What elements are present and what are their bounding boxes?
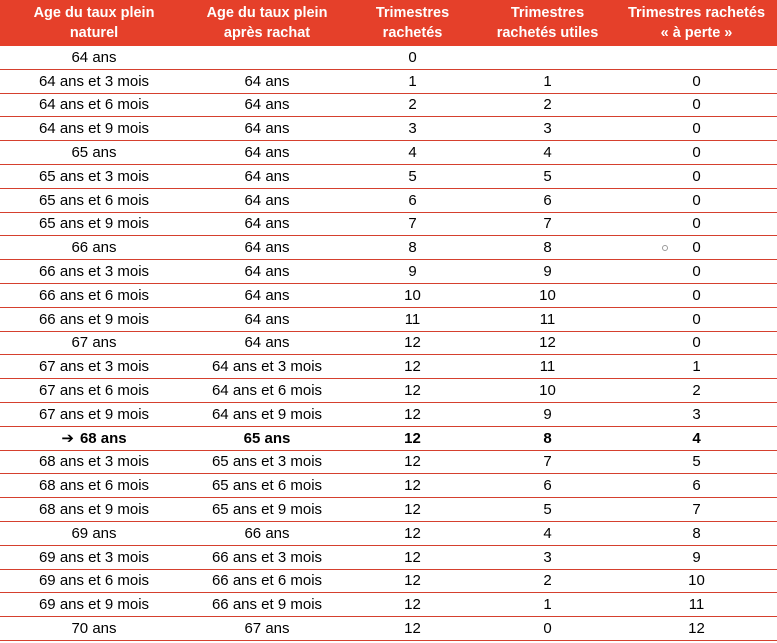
cell-age-natural: 67 ans bbox=[0, 331, 188, 355]
cell-quarters-bought: 2 bbox=[346, 93, 479, 117]
cell-lost-quarters: 0 bbox=[616, 93, 777, 117]
cell-age-after-buyback: 64 ans bbox=[188, 93, 346, 117]
cell-age-natural: 66 ans et 3 mois bbox=[0, 260, 188, 284]
cell-lost-quarters: 11 bbox=[616, 593, 777, 617]
arrow-right-icon: ➔ bbox=[61, 430, 74, 448]
cell-lost-quarters: 0 bbox=[616, 69, 777, 93]
cell-quarters-bought: 8 bbox=[346, 236, 479, 260]
cell-age-natural: 66 ans et 6 mois bbox=[0, 283, 188, 307]
cell-lost-quarters: 12 bbox=[616, 617, 777, 641]
cell-age-natural: 70 ans bbox=[0, 617, 188, 641]
cell-lost-quarters: 0 bbox=[616, 331, 777, 355]
cell-useful-quarters bbox=[479, 46, 616, 69]
cell-age-after-buyback: 66 ans bbox=[188, 521, 346, 545]
table-row bbox=[0, 402, 777, 426]
table-row bbox=[0, 498, 777, 522]
cell-age-natural: 65 ans et 3 mois bbox=[0, 164, 188, 188]
cell-age-after-buyback: 64 ans bbox=[188, 260, 346, 284]
cell-age-after-buyback: 64 ans et 9 mois bbox=[188, 402, 346, 426]
cell-age-after-buyback: 64 ans et 6 mois bbox=[188, 379, 346, 403]
cell-age-after-buyback: 64 ans bbox=[188, 283, 346, 307]
cell-quarters-bought: 12 bbox=[346, 617, 479, 641]
table-row bbox=[0, 260, 777, 284]
cell-age-natural: 65 ans et 9 mois bbox=[0, 212, 188, 236]
cell-lost-quarters: 0 bbox=[616, 164, 777, 188]
cell-quarters-bought: 1 bbox=[346, 69, 479, 93]
table-row bbox=[0, 593, 777, 617]
table-row bbox=[0, 69, 777, 93]
cell-lost-quarters: 3 bbox=[616, 402, 777, 426]
cell-useful-quarters: 0 bbox=[479, 617, 616, 641]
table-row bbox=[0, 355, 777, 379]
table-row bbox=[0, 521, 777, 545]
table-row bbox=[0, 188, 777, 212]
cell-useful-quarters: 2 bbox=[479, 93, 616, 117]
header-age-natural bbox=[0, 0, 188, 46]
cell-age-after-buyback: 65 ans et 9 mois bbox=[188, 498, 346, 522]
cell-quarters-bought: 10 bbox=[346, 283, 479, 307]
cell-quarters-bought: 12 bbox=[346, 450, 479, 474]
table-row bbox=[0, 46, 777, 69]
cell-age-after-buyback: 64 ans bbox=[188, 236, 346, 260]
cell-quarters-bought: 11 bbox=[346, 307, 479, 331]
cell-lost-quarters: 1 bbox=[616, 355, 777, 379]
cell-age-after-buyback: 64 ans bbox=[188, 307, 346, 331]
header-line: après rachat bbox=[223, 25, 311, 41]
table-row bbox=[0, 379, 777, 403]
cell-age-after-buyback: 64 ans bbox=[188, 188, 346, 212]
cell-text: 0 bbox=[692, 239, 701, 257]
cell-useful-quarters: 7 bbox=[479, 212, 616, 236]
cell-quarters-bought: 12 bbox=[346, 545, 479, 569]
cell-age-after-buyback: 64 ans bbox=[188, 69, 346, 93]
header-line: Age du taux plein bbox=[33, 5, 155, 21]
cell-quarters-bought: 12 bbox=[346, 521, 479, 545]
table-row bbox=[0, 212, 777, 236]
table-row bbox=[0, 545, 777, 569]
cell-quarters-bought: 12 bbox=[346, 498, 479, 522]
cell-lost-quarters: 4 bbox=[616, 426, 777, 450]
cell-lost-quarters bbox=[616, 236, 777, 260]
cell-age-after-buyback: 66 ans et 6 mois bbox=[188, 569, 346, 593]
table-row bbox=[0, 307, 777, 331]
cell-useful-quarters: 10 bbox=[479, 379, 616, 403]
cell-quarters-bought: 9 bbox=[346, 260, 479, 284]
cell-useful-quarters: 7 bbox=[479, 450, 616, 474]
cell-lost-quarters: 9 bbox=[616, 545, 777, 569]
cell-text: 68 ans bbox=[79, 430, 127, 448]
header-line: Age du taux plein bbox=[206, 5, 328, 21]
cell-age-after-buyback: 64 ans bbox=[188, 164, 346, 188]
header-age-after-buyback bbox=[188, 0, 346, 46]
cell-lost-quarters: 6 bbox=[616, 474, 777, 498]
cell-quarters-bought: 3 bbox=[346, 117, 479, 141]
cell-age-after-buyback: 66 ans et 3 mois bbox=[188, 545, 346, 569]
cell-useful-quarters: 3 bbox=[479, 117, 616, 141]
cell-quarters-bought: 12 bbox=[346, 426, 479, 450]
cell-age-natural: 64 ans et 3 mois bbox=[0, 69, 188, 93]
cell-quarters-bought: 4 bbox=[346, 141, 479, 165]
cell-age-natural: 67 ans et 9 mois bbox=[0, 402, 188, 426]
cell-age-natural: 69 ans et 3 mois bbox=[0, 545, 188, 569]
cell-age-natural: 66 ans et 9 mois bbox=[0, 307, 188, 331]
cell-quarters-bought: 12 bbox=[346, 355, 479, 379]
cell-age-natural: 67 ans et 6 mois bbox=[0, 379, 188, 403]
cell-quarters-bought: 0 bbox=[346, 46, 479, 69]
cell-quarters-bought: 6 bbox=[346, 188, 479, 212]
header-line: rachetés bbox=[382, 25, 443, 41]
cell-age-natural: 67 ans et 3 mois bbox=[0, 355, 188, 379]
cell-lost-quarters: 0 bbox=[616, 212, 777, 236]
cell-age-natural: 64 ans bbox=[0, 46, 188, 69]
cell-age-after-buyback: 66 ans et 9 mois bbox=[188, 593, 346, 617]
table-body bbox=[0, 46, 777, 640]
cell-useful-quarters: 4 bbox=[479, 521, 616, 545]
cell-age-natural: 68 ans et 6 mois bbox=[0, 474, 188, 498]
cell-useful-quarters: 6 bbox=[479, 188, 616, 212]
cell-useful-quarters: 5 bbox=[479, 164, 616, 188]
table-row bbox=[0, 117, 777, 141]
cell-lost-quarters: 0 bbox=[616, 117, 777, 141]
cell-useful-quarters: 6 bbox=[479, 474, 616, 498]
cell-quarters-bought: 12 bbox=[346, 569, 479, 593]
cell-useful-quarters: 1 bbox=[479, 69, 616, 93]
header-line: rachetés utiles bbox=[496, 25, 599, 41]
cell-useful-quarters: 2 bbox=[479, 569, 616, 593]
cell-useful-quarters: 8 bbox=[479, 236, 616, 260]
cell-age-after-buyback: 64 ans bbox=[188, 141, 346, 165]
cell-quarters-bought: 7 bbox=[346, 212, 479, 236]
cell-lost-quarters: 0 bbox=[616, 307, 777, 331]
circle-marker-icon bbox=[662, 245, 668, 251]
cell-quarters-bought: 12 bbox=[346, 379, 479, 403]
cell-age-natural: 64 ans et 6 mois bbox=[0, 93, 188, 117]
cell-useful-quarters: 11 bbox=[479, 355, 616, 379]
cell-age-natural: 65 ans bbox=[0, 141, 188, 165]
cell-useful-quarters: 1 bbox=[479, 593, 616, 617]
cell-useful-quarters: 9 bbox=[479, 402, 616, 426]
cell-age-natural: 68 ans et 3 mois bbox=[0, 450, 188, 474]
cell-age-after-buyback: 64 ans bbox=[188, 117, 346, 141]
cell-age-natural: 66 ans bbox=[0, 236, 188, 260]
cell-useful-quarters: 5 bbox=[479, 498, 616, 522]
cell-age-natural: 69 ans bbox=[0, 521, 188, 545]
cell-age-after-buyback: 64 ans et 3 mois bbox=[188, 355, 346, 379]
cell-lost-quarters: 8 bbox=[616, 521, 777, 545]
header-quarters-bought bbox=[346, 0, 479, 46]
cell-age-after-buyback: 64 ans bbox=[188, 331, 346, 355]
cell-age-natural: 69 ans et 6 mois bbox=[0, 569, 188, 593]
header-line: naturel bbox=[69, 25, 119, 41]
cell-lost-quarters bbox=[616, 46, 777, 69]
table-row bbox=[0, 164, 777, 188]
header-line: Trimestres bbox=[375, 5, 450, 21]
cell-useful-quarters: 3 bbox=[479, 545, 616, 569]
header-line: Trimestres bbox=[510, 5, 585, 21]
cell-lost-quarters: 0 bbox=[616, 141, 777, 165]
cell-quarters-bought: 5 bbox=[346, 164, 479, 188]
header-line: « à perte » bbox=[660, 25, 733, 41]
header-line: Trimestres rachetés bbox=[627, 5, 766, 21]
cell-age-natural bbox=[0, 426, 188, 450]
cell-age-after-buyback: 65 ans bbox=[188, 426, 346, 450]
cell-age-natural: 65 ans et 6 mois bbox=[0, 188, 188, 212]
table-row bbox=[0, 331, 777, 355]
cell-lost-quarters: 7 bbox=[616, 498, 777, 522]
cell-age-natural: 64 ans et 9 mois bbox=[0, 117, 188, 141]
table-row bbox=[0, 617, 777, 641]
table-row bbox=[0, 450, 777, 474]
cell-lost-quarters: 10 bbox=[616, 569, 777, 593]
cell-lost-quarters: 0 bbox=[616, 283, 777, 307]
cell-quarters-bought: 12 bbox=[346, 402, 479, 426]
cell-quarters-bought: 12 bbox=[346, 331, 479, 355]
header-useful-quarters bbox=[479, 0, 616, 46]
table-row bbox=[0, 474, 777, 498]
cell-useful-quarters: 4 bbox=[479, 141, 616, 165]
cell-quarters-bought: 12 bbox=[346, 593, 479, 617]
cell-age-after-buyback: 65 ans et 6 mois bbox=[188, 474, 346, 498]
table-row bbox=[0, 141, 777, 165]
cell-age-after-buyback: 65 ans et 3 mois bbox=[188, 450, 346, 474]
cell-useful-quarters: 9 bbox=[479, 260, 616, 284]
cell-lost-quarters: 0 bbox=[616, 188, 777, 212]
cell-age-after-buyback: 64 ans bbox=[188, 212, 346, 236]
cell-lost-quarters: 2 bbox=[616, 379, 777, 403]
table-row bbox=[0, 569, 777, 593]
table-header bbox=[0, 0, 777, 46]
table-row bbox=[0, 426, 777, 450]
cell-age-after-buyback: 67 ans bbox=[188, 617, 346, 641]
cell-lost-quarters: 5 bbox=[616, 450, 777, 474]
cell-useful-quarters: 11 bbox=[479, 307, 616, 331]
table-row bbox=[0, 236, 777, 260]
cell-useful-quarters: 10 bbox=[479, 283, 616, 307]
table-row bbox=[0, 283, 777, 307]
header-row bbox=[0, 0, 777, 46]
cell-useful-quarters: 12 bbox=[479, 331, 616, 355]
table-row bbox=[0, 93, 777, 117]
cell-quarters-bought: 12 bbox=[346, 474, 479, 498]
cell-age-natural: 68 ans et 9 mois bbox=[0, 498, 188, 522]
cell-lost-quarters: 0 bbox=[616, 260, 777, 284]
cell-age-after-buyback bbox=[188, 46, 346, 69]
cell-age-natural: 69 ans et 9 mois bbox=[0, 593, 188, 617]
cell-useful-quarters: 8 bbox=[479, 426, 616, 450]
header-lost-quarters bbox=[616, 0, 777, 46]
